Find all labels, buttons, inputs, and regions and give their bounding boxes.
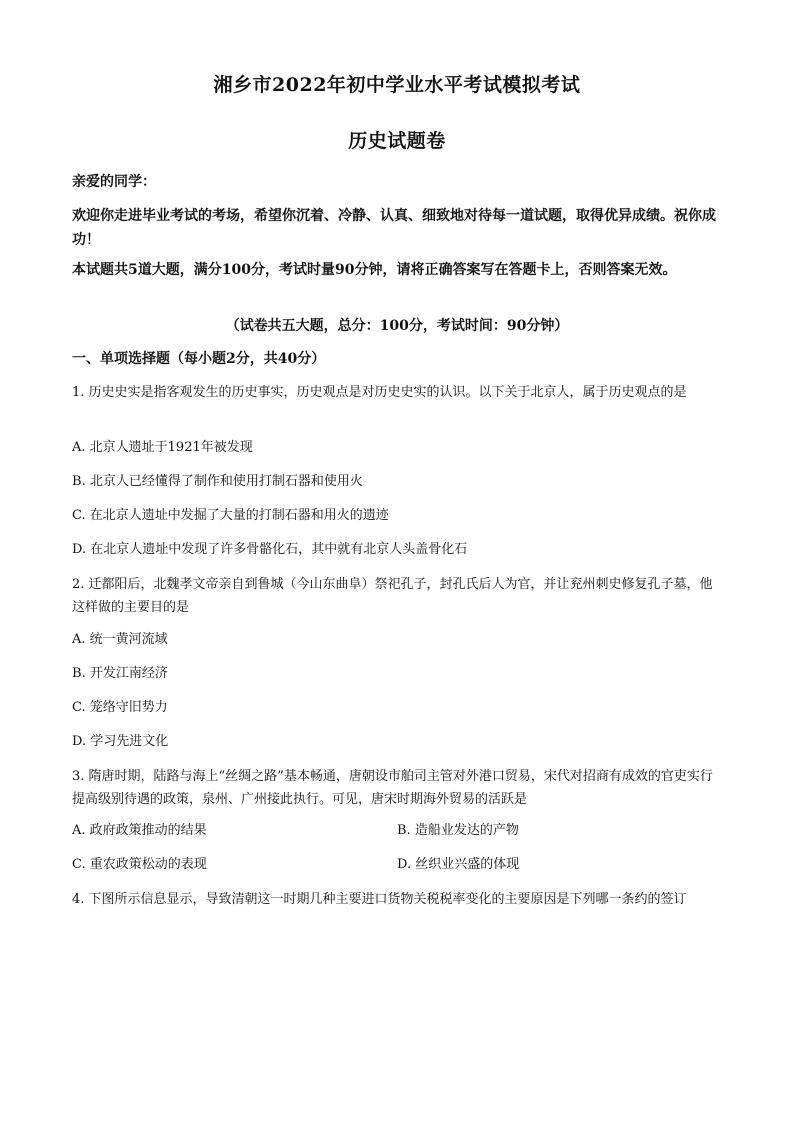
question-3-option-a[interactable]: A. 政府政策推动的结果 xyxy=(72,823,207,838)
question-1-option-a[interactable]: A. 北京人遗址于1921年被发现 xyxy=(72,440,253,455)
instructions-text: 本试题共5道大题，满分100分，考试时量90分钟，请将正确答案写在答题卡上，否则答案无效。 xyxy=(72,262,677,278)
question-3-option-c[interactable]: C. 重农政策松动的表现 xyxy=(72,857,207,872)
question-2-option-a[interactable]: A. 统一黄河流域 xyxy=(72,632,168,647)
section-heading: 一、单项选择题（每小题2分，共40分） xyxy=(72,351,326,367)
exam-summary: （试卷共五大题，总分：100分，考试时间：90分钟） xyxy=(225,318,569,334)
greeting: 亲爱的同学： xyxy=(72,174,156,190)
question-3-stem: 3. 隋唐时期，陆路与海上“丝绸之路”基本畅通，唐朝设市舶司主管对外港口贸易，宋代对招商有成效的官吏实行提高级别待遇的政策，泉州、广州接此执行。可见，唐宋时期海外贸易的活跃是 xyxy=(72,769,713,807)
question-3-option-b[interactable]: B. 造船业发达的产物 xyxy=(397,823,519,838)
question-2-stem: 2. 迁都阳后，北魏孝文帝亲自到鲁城（今山东曲阜）祭祀孔子，封孔氏后人为官，并让兖州刺史修复孔子墓，他这样做的主要目的是 xyxy=(72,577,713,615)
question-1-stem: 1. 历史史实是指客观发生的历史事实，历史观点是对历史史实的认识。以下关于北京人，属于历史观点的是 xyxy=(72,385,687,400)
welcome-text: 欢迎你走进毕业考试的考场，希望你沉着、冷静、认真、细致地对待每一道试题，取得优异成绩。祝你成功！ xyxy=(72,208,716,248)
question-2-option-c[interactable]: C. 笼络守旧势力 xyxy=(72,700,168,715)
question-2-option-d[interactable]: D. 学习先进文化 xyxy=(72,734,169,749)
exam-title: 湘乡市2022年初中学业水平考试模拟考试 xyxy=(213,74,581,96)
question-3-option-d[interactable]: D. 丝织业兴盛的体现 xyxy=(397,857,520,872)
question-4-stem: 4. 下图所示信息显示，导致清朝这一时期几种主要进口货物关税税率变化的主要原因是下列哪一条约的签订 xyxy=(72,892,687,907)
question-1-option-b[interactable]: B. 北京人已经懂得了制作和使用打制石器和使用火 xyxy=(72,474,363,489)
question-2-option-b[interactable]: B. 开发江南经济 xyxy=(72,666,168,681)
question-1-option-c[interactable]: C. 在北京人遗址中发掘了大量的打制石器和用火的遗迹 xyxy=(72,508,389,523)
exam-subtitle: 历史试题卷 xyxy=(348,130,446,152)
question-1-option-d[interactable]: D. 在北京人遗址中发现了许多骨骼化石，其中就有北京人头盖骨化石 xyxy=(72,542,468,557)
